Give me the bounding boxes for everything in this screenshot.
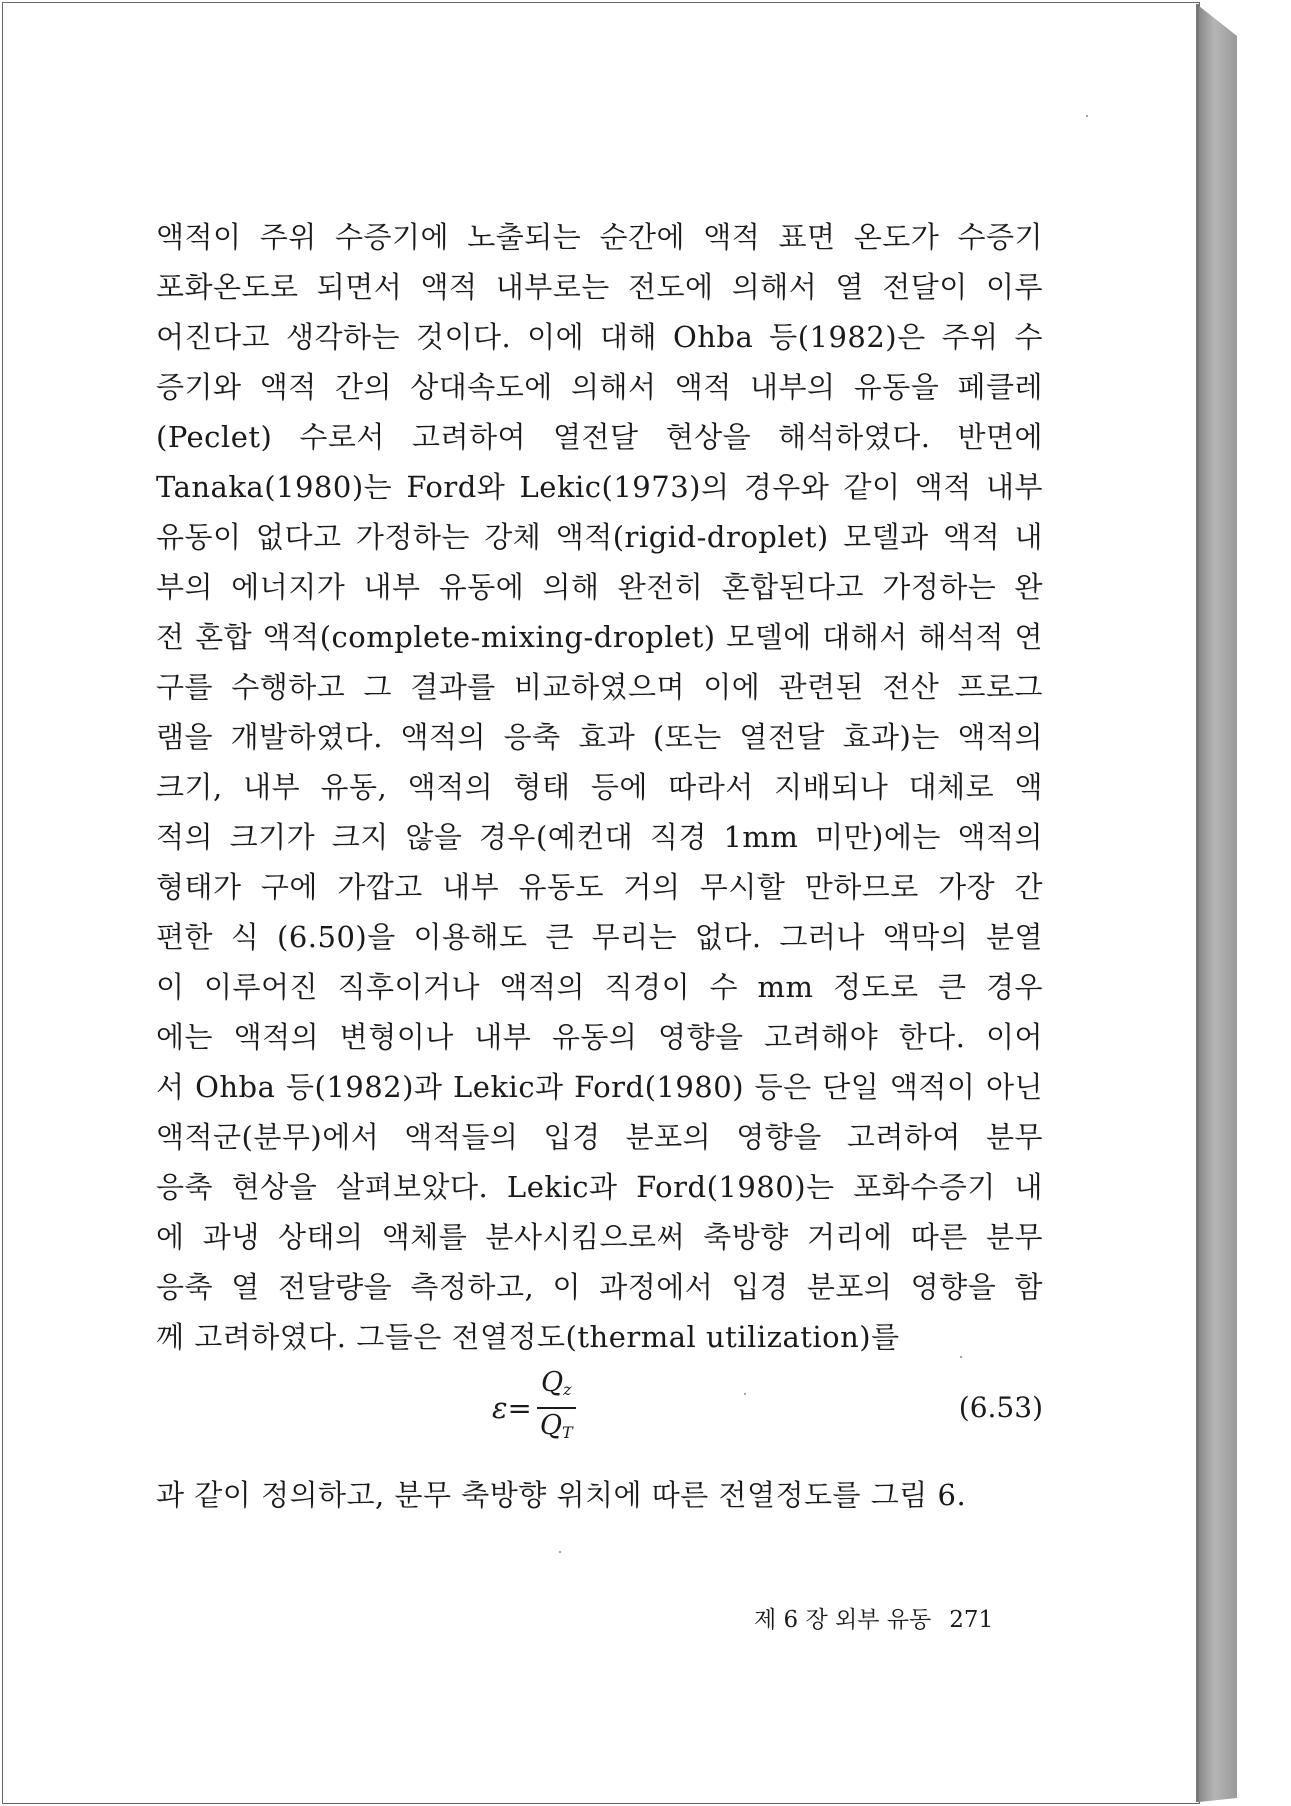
equation-denominator — [536, 1409, 577, 1450]
text-line: 액적군(분무)에서 액적들의 입경 분포의 영향을 고려하여 분무 — [156, 1120, 1043, 1154]
text-line: 형태가 구에 가깝고 내부 유동도 거의 무시할 만하므로 가장 간 — [156, 870, 1043, 904]
text-line: (Peclet) 수로서 고려하여 열전달 현상을 해석하였다. 반면에 — [156, 420, 1043, 454]
equation-lhs: ε= — [492, 1391, 532, 1425]
text-line: 구를 수행하고 그 결과를 비교하였으며 이에 관련된 전산 프로그 — [156, 670, 1043, 704]
text-line: 서 Ohba 등(1982)과 Lekic과 Ford(1980) 등은 단일 액적이 아닌 — [156, 1070, 1043, 1104]
text-line: 크기, 내부 유동, 액적의 형태 등에 따라서 지배되나 대체로 액 — [156, 770, 1043, 804]
text-line: 응축 현상을 살펴보았다. Lekic과 Ford(1980)는 포화수증기 내 — [156, 1170, 1043, 1204]
equation-number: (6.53) — [958, 1391, 1043, 1424]
speck — [1086, 115, 1088, 117]
numerator-symbol: Q — [540, 1367, 564, 1398]
equation-fraction — [536, 1366, 577, 1450]
numerator-subscript: z — [563, 1380, 572, 1399]
text-line: 이 이루어진 직후이거나 액적의 직경이 수 mm 정도로 큰 경우 — [156, 970, 1043, 1004]
text-line: 응축 열 전달량을 측정하고, 이 과정에서 입경 분포의 영향을 함 — [156, 1270, 1043, 1304]
text-line: 과 같이 정의하고, 분무 축방향 위치에 따른 전열정도를 그림 6. — [156, 1478, 967, 1512]
page-stack-edge — [1199, 6, 1237, 1802]
body-paragraph — [156, 212, 1043, 1362]
text-line: Tanaka(1980)는 Ford와 Lekic(1973)의 경우와 같이 액적 내부 — [156, 470, 1043, 504]
denominator-subscript: T — [562, 1423, 573, 1442]
text-line: 전 혼합 액적(complete-mixing-droplet) 모델에 대해서 해석적 연 — [156, 620, 1043, 654]
text-line: 증기와 액적 간의 상대속도에 의해서 액적 내부의 유동을 페클레 — [156, 370, 1043, 404]
text-line: 액적이 주위 수증기에 노출되는 순간에 액적 표면 온도가 수증기 — [156, 220, 1043, 254]
text-line: 에 과냉 상태의 액체를 분사시킴으로써 축방향 거리에 따른 분무 — [156, 1220, 1043, 1254]
page-footer — [754, 1600, 993, 1640]
text-line: 포화온도로 되면서 액적 내부로는 전도에 의해서 열 전달이 이루 — [156, 270, 1043, 304]
text-line: 부의 에너지가 내부 유동에 의해 완전히 혼합된다고 가정하는 완 — [156, 570, 1043, 604]
text-line: 에는 액적의 변형이나 내부 유동의 영향을 고려해야 한다. 이어 — [156, 1020, 1043, 1054]
speck — [559, 1551, 561, 1553]
denominator-symbol: Q — [539, 1410, 563, 1441]
text-line: 램을 개발하였다. 액적의 응축 효과 (또는 열전달 효과)는 액적의 — [156, 720, 1043, 754]
text-line: 유동이 없다고 가정하는 강체 액적(rigid-droplet) 모델과 액적 내 — [156, 520, 1043, 554]
text-line: 적의 크기가 크지 않을 경우(예컨대 직경 1mm 미만)에는 액적의 — [156, 820, 1043, 854]
equation-formula — [492, 1368, 577, 1448]
chapter-title: 제 6 장 외부 유동 — [754, 1607, 932, 1633]
page-number: 271 — [949, 1607, 994, 1633]
equation-block — [156, 1368, 1043, 1448]
text-line: 께 고려하였다. 그들은 전열정도(thermal utilization)를 — [156, 1320, 900, 1354]
text-line: 편한 식 (6.50)을 이용해도 큰 무리는 없다. 그러나 액막의 분열 — [156, 920, 1043, 954]
equation-numerator — [537, 1366, 576, 1409]
text-line: 어진다고 생각하는 것이다. 이에 대해 Ohba 등(1982)은 주위 수 — [156, 320, 1043, 354]
after-equation-paragraph — [156, 1470, 1043, 1520]
